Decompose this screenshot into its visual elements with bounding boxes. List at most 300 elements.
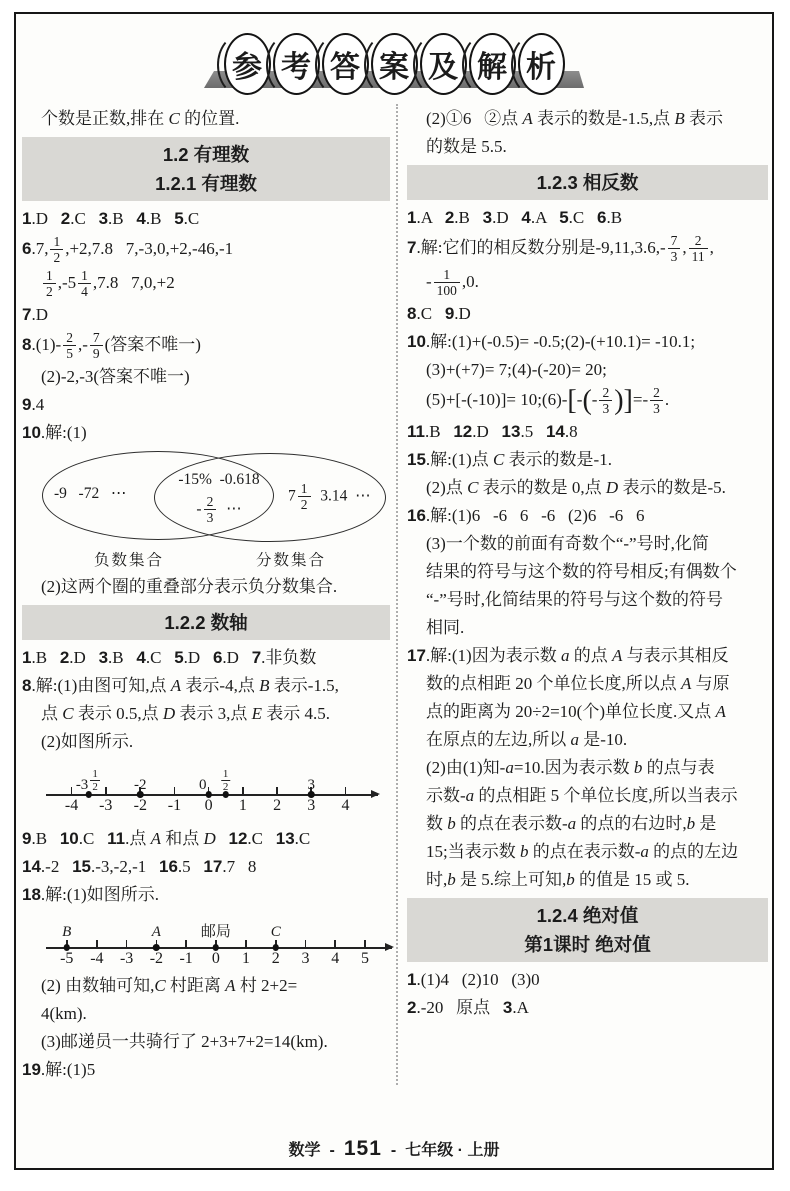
- fraction: $\frac{7}{3}$: [668, 233, 681, 265]
- text-run: =-: [632, 389, 649, 409]
- tick-label: -1: [179, 950, 193, 967]
- text-run: 4: [136, 648, 146, 667]
- text-run: -: [591, 389, 598, 409]
- answer-line: [407, 559, 768, 585]
- text-run: 表示-1.5,: [269, 676, 339, 695]
- text-run: 的位置.: [179, 109, 240, 128]
- text-run: 村距离: [165, 976, 226, 995]
- title-char: 解: [477, 51, 507, 84]
- text-run: 1: [407, 208, 417, 227]
- text-run: ,-: [77, 334, 88, 354]
- answer-line: [407, 531, 768, 557]
- text-run: 3: [482, 208, 493, 227]
- point-label: [76, 768, 102, 794]
- answer-line: [22, 574, 390, 600]
- text-run: .-3,-2,-1: [91, 857, 159, 876]
- text-run: (2)如图所示.: [41, 732, 134, 751]
- text-run: -: [196, 500, 202, 518]
- answer-line: [407, 205, 768, 231]
- text-run: b: [447, 814, 456, 833]
- title-char: 析: [526, 51, 556, 84]
- text-run: 18: [22, 885, 41, 904]
- answer-line: [407, 357, 768, 383]
- text-run: A: [715, 702, 726, 721]
- text-run: 的点在表示数-: [528, 842, 641, 861]
- text-run: 1: [407, 970, 417, 989]
- answer-line: [407, 475, 768, 501]
- venn-left-items: [54, 484, 126, 503]
- text-run: 7: [407, 237, 417, 257]
- right-column: [396, 104, 768, 1085]
- page-footer: [16, 1137, 772, 1161]
- answer-line: [22, 645, 390, 671]
- text-run: a: [570, 730, 579, 749]
- number-line-1: [46, 758, 378, 822]
- answer-line: [22, 420, 390, 446]
- text-run: b: [633, 758, 643, 777]
- point-label: [308, 778, 316, 794]
- answer-line: [22, 1029, 390, 1055]
- footer-edition: 七年级 · 上册: [405, 1142, 500, 1159]
- fraction: $\frac{1}{2}$: [222, 768, 229, 793]
- tick-label: 0: [204, 797, 213, 814]
- text-run: -3: [75, 777, 89, 794]
- tick-label: -2: [149, 950, 164, 967]
- text-run: 的点: [569, 646, 612, 665]
- text-run: C: [154, 976, 166, 995]
- text-run: A: [170, 676, 182, 695]
- text-run: .B: [31, 648, 60, 667]
- text-run: 表示: [684, 109, 724, 128]
- title-char: 案: [379, 51, 409, 84]
- text-run: 点的距离为 20÷2=10(个)单位长度.又点: [426, 702, 716, 721]
- text-run: 4: [136, 209, 146, 228]
- text-run: -: [576, 389, 583, 409]
- title-badge: [322, 33, 369, 95]
- text-run: (2)-2,-3(答案不唯一): [41, 367, 190, 386]
- text-run: 4(km).: [41, 1004, 87, 1023]
- text-run: 的数是 5.5.: [426, 137, 507, 156]
- text-line: [22, 106, 390, 132]
- text-run: 6: [597, 208, 607, 227]
- text-run: 和点: [160, 829, 204, 848]
- text-run: 16: [407, 506, 426, 525]
- text-run: ,7.8 7,0,+2: [92, 272, 175, 292]
- plotted-point: [153, 944, 160, 951]
- text-run: 5: [559, 208, 569, 227]
- fraction: $\frac{1}{4}$: [78, 268, 91, 300]
- fraction: $\frac{2}{11}$: [689, 233, 708, 265]
- fraction: $\frac{1}{2}$: [298, 481, 311, 513]
- text-run: A: [225, 976, 236, 995]
- text-run: .B: [606, 208, 623, 227]
- text-run: 表示的数是 0,点: [478, 478, 606, 497]
- text-run: 结果的符号与这个数的符号相反;有偶数个: [426, 562, 737, 581]
- text-run: 表示 0.5,点: [73, 704, 163, 723]
- text-run: .解:(1): [40, 423, 87, 442]
- text-run: D: [605, 478, 619, 497]
- answer-line: [407, 615, 768, 641]
- text-run: .D: [31, 305, 48, 324]
- point-label: [201, 925, 231, 941]
- axis-tick: [345, 787, 347, 794]
- text-run: .解:(1)点: [425, 450, 493, 469]
- text-run: C: [467, 478, 479, 497]
- text-run: 8: [22, 676, 32, 695]
- text-run: (3)邮递员一共骑行了 2+3+7+2=14(km).: [41, 1032, 328, 1051]
- text-run: C: [62, 704, 74, 723]
- number-line-2: [46, 911, 392, 969]
- title-char: 参: [232, 51, 262, 84]
- text-run: 13: [275, 829, 295, 848]
- text-run: .解:(1)因为表示数: [425, 646, 561, 665]
- answer-line: [22, 1057, 390, 1083]
- text-run: .5: [520, 422, 546, 441]
- answer-line: [22, 268, 390, 300]
- text-run: C: [270, 924, 281, 941]
- text-run: .(1)4 (2)10 (3)0: [416, 970, 540, 989]
- tick-label: -4: [64, 797, 79, 814]
- venn-right-items: [288, 481, 371, 513]
- text-run: 2: [407, 998, 417, 1017]
- text-run: 10: [407, 332, 426, 351]
- text-run: 17: [407, 646, 426, 665]
- text-run: .解:(1)由图可知,点: [31, 676, 171, 695]
- text-run: 3.14 ⋯: [312, 487, 371, 505]
- text-run: .A: [416, 208, 445, 227]
- answer-line: [407, 267, 768, 299]
- section-header-1-2: [22, 137, 390, 201]
- text-run: 9: [22, 395, 32, 414]
- text-run: 10: [22, 423, 41, 442]
- text-run: -15% -0.618: [178, 471, 260, 488]
- text-run: 5: [174, 209, 184, 228]
- title-char: 答: [330, 51, 360, 84]
- text-run: .C: [568, 208, 597, 227]
- text-run: -2: [134, 777, 147, 794]
- text-run: 6: [22, 238, 32, 258]
- footer-page-number: 151: [343, 1137, 382, 1160]
- text-run: 在原点的左边,所以: [426, 730, 571, 749]
- footer-dash: -: [329, 1142, 335, 1159]
- tick-label: 1: [238, 797, 247, 814]
- answer-line: [407, 755, 768, 781]
- section-title: 1.2 有理数: [162, 144, 250, 165]
- text-run: .: [664, 389, 670, 409]
- text-run: 表示-4,点: [181, 676, 260, 695]
- text-run: 3: [307, 777, 316, 794]
- text-run: ,: [682, 237, 687, 257]
- tick-label: -3: [99, 797, 113, 814]
- answer-line: [22, 330, 390, 362]
- answer-line: [407, 419, 768, 445]
- axis-tick: [245, 940, 247, 947]
- text-run: 5: [174, 648, 184, 667]
- text-run: .C: [183, 209, 200, 228]
- plotted-point: [64, 944, 71, 951]
- footer-subject: 数学: [288, 1142, 321, 1159]
- axis-tick: [364, 940, 366, 947]
- answer-line: [407, 134, 768, 160]
- text-run: 相同.: [426, 618, 465, 637]
- text-run: .7 8: [222, 857, 257, 876]
- title-char: 及: [428, 51, 458, 84]
- axis-tick: [334, 940, 336, 947]
- section-header-1-2-3: [407, 165, 768, 200]
- text-run: .B: [108, 648, 137, 667]
- text-run: 1: [22, 648, 32, 667]
- text-run: .(1)-: [31, 334, 62, 354]
- text-run: 6: [212, 648, 223, 667]
- text-run: 的点的左边: [648, 842, 739, 861]
- text-run: .解:(1)6 -6 6 -6 (2)6 -6 6: [425, 506, 645, 525]
- answer-line: [22, 973, 390, 999]
- fraction: $\frac{2}{3}$: [204, 494, 217, 526]
- fraction: $\frac{2}{3}$: [599, 385, 612, 417]
- text-run: .解:(1)+(-0.5)= -0.5;(2)-(+10.1)= -10.1;: [425, 332, 696, 351]
- text-run: .C: [70, 209, 99, 228]
- text-run: 2: [60, 209, 71, 228]
- text-run: .4: [31, 395, 45, 414]
- text-run: -: [426, 271, 432, 291]
- text-run: .非负数: [261, 648, 317, 667]
- text-run: A: [681, 674, 692, 693]
- answer-line: [407, 967, 768, 993]
- text-run: 时,: [426, 870, 448, 889]
- axis-tick: [185, 940, 187, 947]
- text-run: 2: [444, 208, 455, 227]
- text-run: .D: [69, 648, 99, 667]
- left-column: [22, 104, 396, 1085]
- axis-tick: [305, 940, 307, 947]
- text-run: b: [519, 842, 529, 861]
- text-run: .C: [78, 829, 108, 848]
- axis-tick: [71, 787, 73, 794]
- answer-line: [22, 882, 390, 908]
- text-run: C: [492, 450, 505, 469]
- text-run: 7: [288, 487, 296, 505]
- title-badge: [224, 33, 271, 95]
- text-run: .C: [247, 829, 276, 848]
- text-run: .8: [564, 422, 578, 441]
- answer-line: [407, 811, 768, 837]
- title-badge: [371, 33, 418, 95]
- text-run: 16: [159, 857, 178, 876]
- text-run: .C: [294, 829, 311, 848]
- text-run: .D: [31, 209, 61, 228]
- venn-diagram: [42, 448, 390, 572]
- point-label: [62, 925, 71, 941]
- text-run: .5: [177, 857, 204, 876]
- axis-tick: [242, 787, 244, 794]
- tick-label: -1: [167, 797, 182, 814]
- axis-tick: [126, 940, 128, 947]
- title-badge: [273, 33, 320, 95]
- tick-label: 0: [211, 950, 220, 967]
- answer-line: [407, 643, 768, 669]
- footer-dash: -: [390, 1142, 397, 1159]
- fraction: $\frac{1}{2}$: [43, 268, 56, 300]
- tick-label: -5: [60, 950, 74, 967]
- text-run: (2)点: [426, 478, 468, 497]
- text-run: 4: [521, 208, 531, 227]
- text-run: A: [522, 109, 533, 128]
- text-run: 15: [407, 450, 426, 469]
- text-run: .解:它们的相反数分别是-9,11,3.6,-: [416, 237, 666, 257]
- text-run: .B: [108, 209, 137, 228]
- text-run: .D: [492, 208, 522, 227]
- axis-arrow-icon: [371, 790, 380, 798]
- text-run: ,0.: [461, 271, 479, 291]
- answer-line: [22, 1001, 390, 1027]
- section-title: 第1课时 绝对值: [524, 934, 651, 955]
- axis-arrow-icon: [385, 943, 394, 951]
- text-run: “-”号时,化简结果的符号与这个数的符号: [426, 590, 724, 609]
- text-run: 数: [426, 814, 448, 833]
- text-run: B: [62, 924, 72, 941]
- tick-label: 2: [273, 797, 282, 814]
- text-run: 7: [251, 648, 262, 667]
- venn-intersection-items: [166, 494, 272, 526]
- text-run: 14: [545, 422, 565, 441]
- text-run: 19: [22, 1060, 41, 1079]
- text-run: (2)这两个圈的重叠部分表示负分数集合.: [41, 577, 338, 596]
- tick-label: -4: [90, 950, 104, 967]
- text-run: 表示 3,点: [175, 704, 252, 723]
- answer-line: [407, 233, 768, 265]
- text-run: 表示的数是-1.: [504, 450, 612, 469]
- tick-label: -3: [119, 950, 134, 967]
- point-label: [219, 768, 233, 794]
- answer-line: [407, 106, 768, 132]
- answer-line: [22, 206, 390, 232]
- answer-line: [407, 839, 768, 865]
- text-run: 村 2+2=: [235, 976, 298, 995]
- section-header-1-2-2: [22, 605, 390, 640]
- text-run: .C: [145, 648, 175, 667]
- text-run: ]: [623, 385, 633, 417]
- section-header-1-2-4: [407, 898, 768, 962]
- text-run: 13: [501, 422, 521, 441]
- two-column-content: [16, 102, 772, 1085]
- text-run: [216, 829, 229, 848]
- section-title: 1.2.4 绝对值: [536, 905, 639, 926]
- text-run: 表示 4.5.: [262, 704, 331, 723]
- text-run: D: [162, 704, 176, 723]
- text-run: (答案不唯一): [104, 334, 201, 354]
- answer-line: [407, 783, 768, 809]
- answer-line: [22, 854, 390, 880]
- title-char: 考: [281, 51, 311, 84]
- text-run: .D: [454, 304, 471, 323]
- answer-line: [22, 302, 390, 328]
- venn-intersection-items: [166, 471, 272, 489]
- tick-label: 2: [271, 950, 280, 967]
- title-badge: [420, 33, 467, 95]
- plotted-point: [272, 944, 279, 951]
- fraction: $\frac{1}{100}$: [434, 267, 460, 299]
- text-run: A: [151, 924, 161, 941]
- text-run: 3: [502, 998, 513, 1017]
- tick-label: 3: [307, 797, 316, 814]
- text-run: 10: [59, 829, 79, 848]
- text-run: 12: [228, 829, 248, 848]
- text-run: 8: [22, 334, 32, 354]
- text-run: a: [465, 786, 475, 805]
- text-run: 0: [198, 777, 207, 794]
- text-run: .D: [183, 648, 213, 667]
- text-run: .-2: [40, 857, 73, 876]
- point-label: [199, 778, 207, 794]
- text-run: B: [674, 109, 685, 128]
- text-run: .点: [125, 829, 151, 848]
- text-run: 2: [59, 648, 70, 667]
- point-label: [152, 925, 161, 941]
- text-run: .A: [530, 208, 560, 227]
- text-run: 15: [72, 857, 92, 876]
- answer-line: [407, 385, 768, 417]
- text-run: C: [168, 109, 180, 128]
- text-run: 数的点相距 20 个单位长度,所以点: [426, 674, 681, 693]
- axis-tick: [174, 787, 176, 794]
- text-run: a: [567, 814, 577, 833]
- answer-line: [22, 729, 390, 755]
- text-run: A: [611, 646, 623, 665]
- text-run: (2) 由数轴可知,: [41, 976, 155, 995]
- text-run: .D: [472, 422, 502, 441]
- text-run: .B: [454, 208, 483, 227]
- text-run: ⋯: [218, 500, 242, 518]
- text-run: 9: [444, 304, 455, 323]
- text-run: 是: [695, 814, 717, 833]
- text-run: (3)一个数的前面有奇数个“-”号时,化简: [426, 534, 709, 553]
- text-run: b: [447, 870, 456, 889]
- axis-tick: [276, 787, 278, 794]
- text-run: 7: [22, 305, 32, 324]
- text-run: (: [582, 385, 592, 417]
- section-title: 1.2.3 相反数: [536, 172, 639, 193]
- text-run: b: [566, 870, 575, 889]
- text-run: E: [251, 704, 263, 723]
- text-run: 与原: [691, 674, 730, 693]
- text-run: 3: [98, 648, 109, 667]
- text-run: 邮局: [200, 924, 231, 941]
- text-run: (2)由(1)知-: [426, 758, 506, 777]
- text-run: .A: [512, 998, 529, 1017]
- title-badge: [469, 33, 516, 95]
- text-run: .C: [416, 304, 445, 323]
- text-run: 9: [22, 829, 32, 848]
- text-run: 8: [407, 304, 417, 323]
- page-frame: [14, 12, 774, 1170]
- venn-label-fraction-set: 分数集合: [256, 552, 327, 569]
- tick-label: 5: [361, 950, 369, 967]
- point-label: [134, 778, 147, 794]
- text-run: D: [203, 829, 216, 848]
- tick-label: -2: [133, 797, 147, 814]
- answer-line: [407, 867, 768, 893]
- text-run: .7,: [31, 238, 49, 258]
- text-run: 表示的数是-1.5,点: [532, 109, 675, 128]
- text-run: (3)+(+7)= 7;(4)-(-20)= 20;: [426, 360, 607, 379]
- page-title-banner: [218, 32, 570, 96]
- text-run: 表示的数是-5.: [618, 478, 726, 497]
- text-run: ,-5: [57, 272, 77, 292]
- answer-line: [407, 329, 768, 355]
- text-run: 的点相距 5 个单位长度,所以当表示: [474, 786, 738, 805]
- text-run: 的点与表: [642, 758, 715, 777]
- text-run: b: [686, 814, 696, 833]
